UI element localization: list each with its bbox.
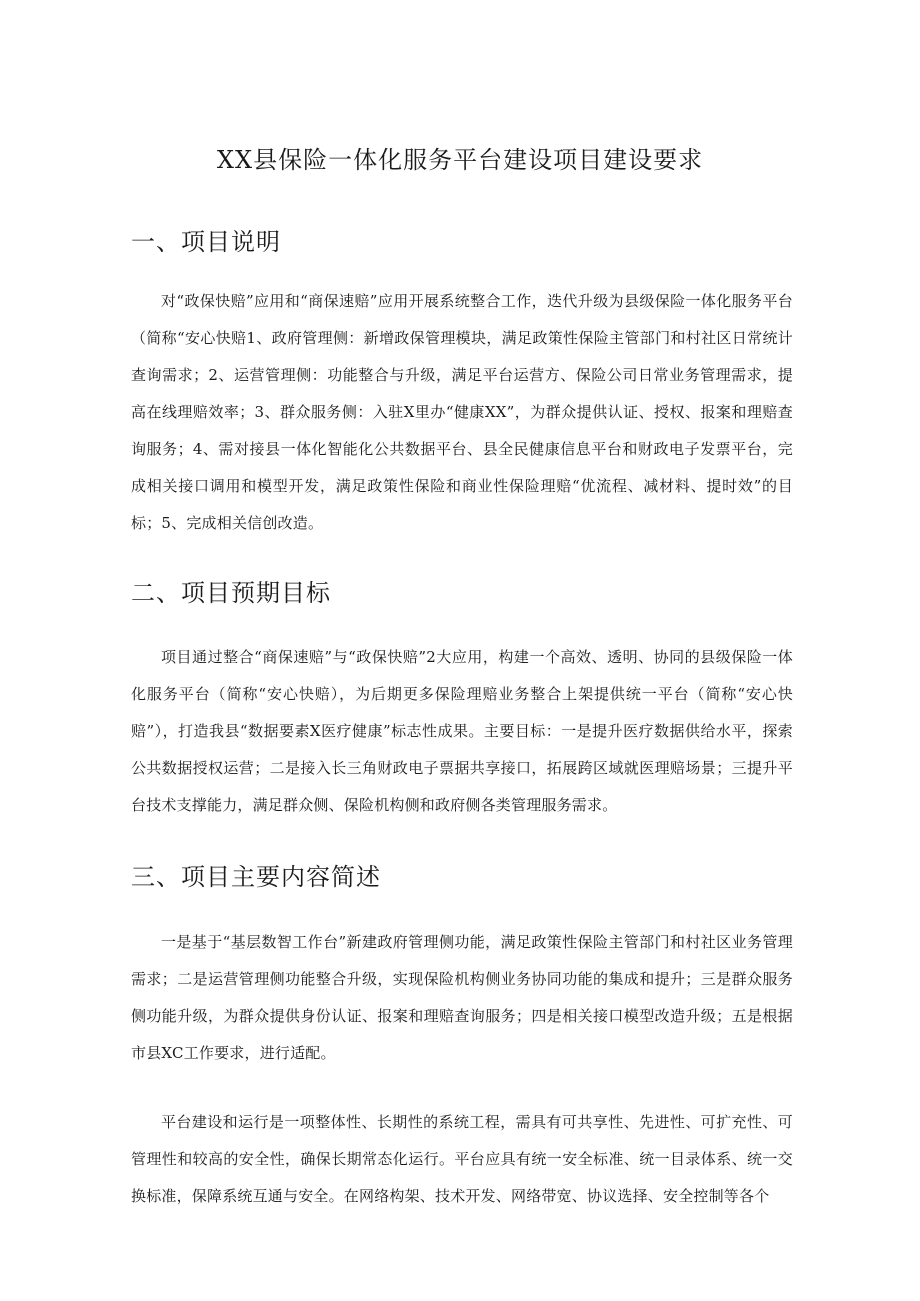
section-heading-project-description: 一、项目说明 (131, 228, 281, 256)
section-paragraph: 一是基于“基层数智工作台”新建政府管理侧功能，满足政策性保险主管部门和村社区业务管理需求；二是运营管理侧功能整合升级，实现保险机构侧业务协同功能的集成和提升；三是群众服务侧功能升级，为群众提供身份认证、报案和理赔查询服务；四是相关接口模型改造升级；五是根据市县XC工作要求，进行适配。 (131, 933, 793, 1062)
section-heading-expected-goals: 二、项目预期目标 (131, 579, 331, 607)
document-title: XX县保险一体化服务平台建设项目建设要求 (216, 146, 704, 174)
section-paragraph: 平台建设和运行是一项整体性、长期性的系统工程，需具有可共享性、先进性、可扩充性、可管理性和较高的安全性，确保长期常态化运行。平台应具有统一安全标准、统一目录体系、统一交换标准，保障系统互通与安全。在网络构架、技术开发、网络带宽、协议选择、安全控制等各个 (131, 1113, 793, 1205)
section-heading-main-content: 三、项目主要内容简述 (131, 863, 381, 891)
section-paragraph: 项目通过整合“商保速赔”与“政保快赔”2大应用，构建一个高效、透明、协同的县级保险一体化服务平台（简称“安心快赔），为后期更多保险理赔业务整合上架提供统一平台（简称“安心快赔”），打造我县“数据要素X医疗健康”标志性成果。主要目标：一是提升医疗数据供给水平，探索公共数据授权运营；二是接入长三角财政电子票据共享接口，拓展跨区域就医理赔场景；三提升平台技术支撑能力，满足群众侧、保险机构侧和政府侧各类管理服务需求。 (131, 648, 793, 814)
section-paragraph: 对“政保快赔”应用和“商保速赔”应用开展系统整合工作，迭代升级为县级保险一体化服务平台（简称“安心快赔1、政府管理侧：新增政保管理模块，满足政策性保险主管部门和村社区日常统计查询需求；2、运营管理侧：功能整合与升级，满足平台运营方、保险公司日常业务管理需求，提高在线理赔效率；3、群众服务侧：入驻X里办“健康XX”，为群众提供认证、授权、报案和理赔查询服务；4、需对接县一体化智能化公共数据平台、县全民健康信息平台和财政电子发票平台，完成相关接口调用和模型开发，满足政策性保险和商业性保险理赔“优流程、减材料、提时效”的目标；5、完成相关信创改造。 (131, 292, 793, 532)
